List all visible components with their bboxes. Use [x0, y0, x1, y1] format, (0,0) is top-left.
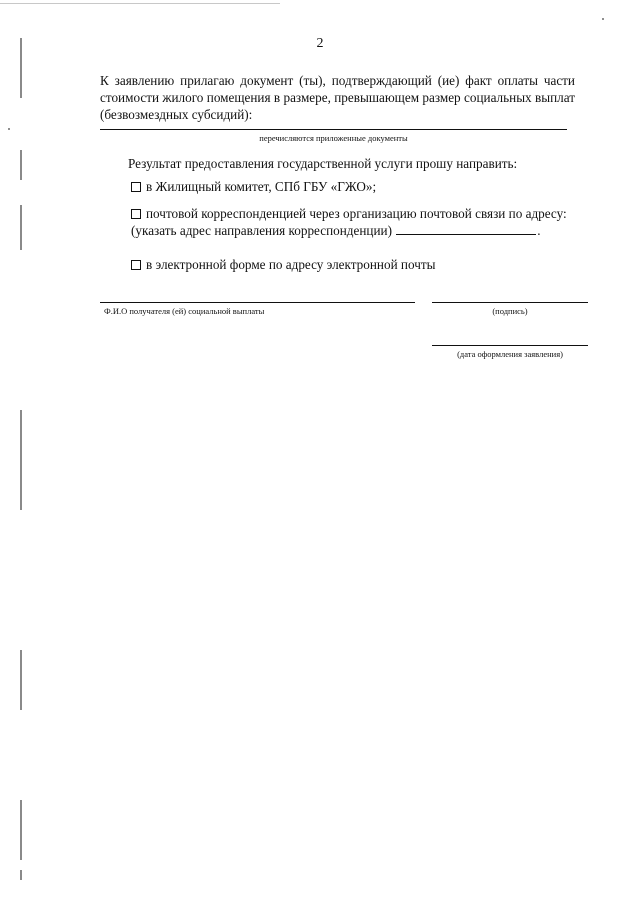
attachments-caption: перечисляются приложенные документы: [259, 133, 408, 143]
scan-edge-top: [0, 0, 280, 4]
name-caption: Ф.И.О получателя (ей) социальной выплаты: [104, 306, 265, 316]
scan-edge-left: [20, 410, 22, 510]
intro-paragraph: К заявлению прилагаю документ (ты), подтверждающий (ие) факт оплаты части стоимости жилого помещения в размере, превышающем размер социальных выплат (безвозмездных субсидий):: [100, 73, 575, 122]
option-email[interactable]: [131, 256, 436, 273]
page-number: 2: [316, 36, 324, 51]
signature-caption: (подпись): [492, 306, 528, 316]
scan-edge-left: [20, 870, 22, 880]
option-label: почтовой корреспонденцией через организацию почтовой связи по адресу:: [146, 206, 567, 221]
address-field[interactable]: [396, 222, 536, 235]
option-housing-committee[interactable]: [131, 178, 376, 195]
attachments-line[interactable]: [100, 129, 567, 130]
address-suffix: .: [537, 223, 541, 238]
scan-edge-left: [20, 800, 22, 860]
address-line: [131, 222, 541, 239]
address-prefix: (указать адрес направления корреспонденции): [131, 223, 392, 238]
date-line[interactable]: [432, 345, 588, 346]
scan-edge-left: [20, 205, 22, 250]
checkbox-icon[interactable]: [131, 209, 141, 219]
scan-edge-left: [20, 650, 22, 710]
signature-line[interactable]: [432, 302, 588, 303]
option-label: в Жилищный комитет, СПб ГБУ «ГЖО»;: [146, 179, 377, 194]
option-label: в электронной форме по адресу электронной почты: [146, 257, 436, 272]
scan-edge-left: [20, 150, 22, 180]
checkbox-icon[interactable]: [131, 182, 141, 192]
delivery-prompt: Результат предоставления государственной услуги прошу направить:: [128, 156, 518, 171]
date-caption: (дата оформления заявления): [457, 349, 563, 359]
checkbox-icon[interactable]: [131, 260, 141, 270]
scan-speck: [8, 128, 10, 130]
name-line[interactable]: [100, 302, 415, 303]
scan-speck: [602, 18, 604, 20]
option-postal[interactable]: [131, 205, 567, 222]
